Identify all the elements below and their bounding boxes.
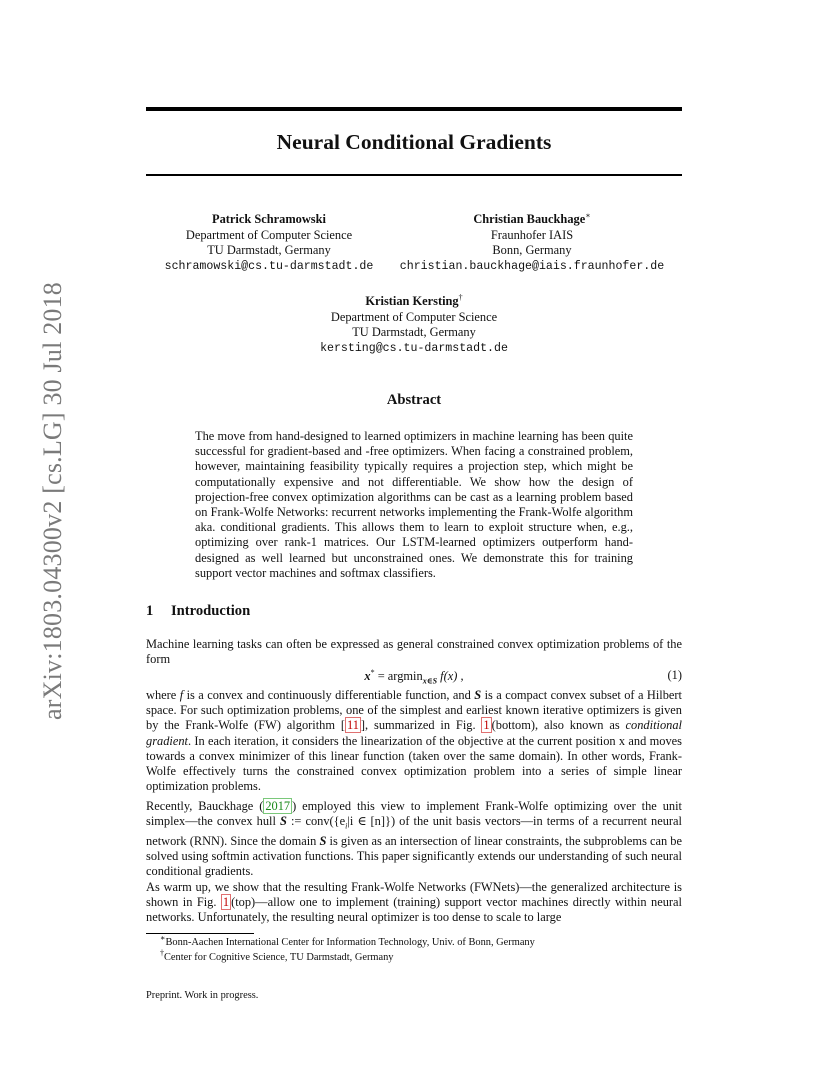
preprint-note: Preprint. Work in progress. [146, 990, 259, 1001]
citation-link[interactable]: 2017 [265, 799, 291, 813]
equation-body [146, 668, 682, 686]
arxiv-sidebar-id: arXiv:1803.04300v2 [cs.LG] 30 Jul 2018 [38, 282, 67, 720]
author-name: Christian Bauckhage [473, 212, 586, 226]
footnote-text: Bonn-Aachen International Center for Information Technology, Univ. of Bonn, Germany [165, 937, 535, 948]
text-run: is a convex and continuously differentiable function, and [183, 688, 475, 702]
title-bottom-rule [146, 174, 682, 176]
math-f: f [179, 688, 184, 702]
text-run: |i ∈ [n]}) of the unit basis vectors—in terms of a recurrent neural network (RNN). Since the domain [146, 814, 682, 848]
figure-link[interactable]: 1 [222, 895, 230, 910]
abstract-heading: Abstract [386, 392, 442, 408]
abstract-text: The move from hand-designed to learned optimizers in machine learning has been quite successful for gradient-based and -free optimizers. When facing a constrained problem, however, maintaining feasibility typically requires a projection step, which might be computationally expensive and not differentiable. We show how the design of projection-free convex optimization algorithms can be cast as a learning problem based on Frank-Wolfe Networks: recurrent networks implementing the Frank-Wolfe algorithm aka. conditional gradients. This allows them to learn to exploit structure when, e.g., optimizing over rank-1 matrices. Our LSTM-learned optimizers outperform hand-designed as well learned but unconstrained ones. We demonstrate this for training support vector machines and softmax classifiers. [195, 429, 633, 580]
section-number: 1 [146, 603, 154, 619]
paragraph-2 [146, 688, 682, 794]
text-run: Recently, Bauckhage ( [146, 799, 264, 813]
text-run: (top)—allow one to implement (training) support vector machines directly within neural networks. Unfortunately, the resulting neural optimizer is too dense to scale to large [146, 895, 682, 925]
text-run: := conv({e [286, 814, 346, 829]
footnote-mark: ∗ [160, 933, 166, 943]
author-affiliation: Department of Computer Science [185, 227, 353, 242]
eq-subscript: x∈S [422, 676, 438, 686]
text-run: is given as an intersection of linear constraints, the subproblems can be solved using softmin activation functions. This paper significantly extends our understanding of such neural conditional gradients. [146, 833, 682, 879]
author-email[interactable]: christian.bauckhage@iais.fraunhofer.de [399, 259, 665, 273]
footnote-mark[interactable]: † [458, 292, 463, 302]
footnote-mark[interactable]: ∗ [585, 210, 591, 220]
text-run: ], summarized in Fig. [360, 718, 482, 733]
math-S: S [280, 814, 287, 829]
text-run: ) employed this view to implement Frank-Wolfe optimizing over the unit simplex—the convex hull [146, 799, 683, 829]
text-run: is a compact convex subset of a Hilbert space. For such optimization problems, one of the simplest and earliest known iterative optimizers is given by the Frank-Wolfe (FW) algorithm [ [146, 688, 682, 733]
footnote-1 [160, 933, 535, 949]
paragraph-1: Machine learning tasks can often be expressed as general constrained convex optimization problems of the form [146, 637, 682, 667]
author-email[interactable]: schramowski@cs.tu-darmstadt.de [164, 259, 374, 273]
section-heading-introduction [146, 603, 250, 620]
author-email[interactable]: kersting@cs.tu-darmstadt.de [320, 341, 508, 355]
footnote-mark: † [160, 948, 164, 958]
paragraph-4 [146, 880, 682, 926]
author-block-2 [390, 212, 674, 274]
text-run: (bottom), also known as [491, 718, 626, 733]
footnote-text: Center for Cognitive Science, TU Darmstadt, Germany [164, 952, 394, 963]
math-S: S [319, 833, 327, 848]
eq-star: * [370, 668, 375, 677]
eq-lhs: x [364, 669, 371, 684]
section-title: Introduction [171, 603, 251, 619]
author-block-3 [146, 294, 682, 356]
title-top-rule [146, 107, 682, 111]
math-subscript: i [345, 821, 348, 831]
text-run: As warm up, we show that the resulting Frank-Wolfe Networks (FWNets)—the generalized architecture is shown in Fig. [146, 880, 682, 910]
author-affiliation: Fraunhofer IAIS [490, 227, 574, 242]
text-run: where [146, 688, 180, 702]
author-location: TU Darmstadt, Germany [352, 325, 476, 340]
author-location: Bonn, Germany [492, 243, 572, 258]
author-name: Patrick Schramowski [212, 212, 326, 226]
author-location: TU Darmstadt, Germany [207, 243, 331, 258]
paper-title: Neural Conditional Gradients [276, 130, 552, 154]
emphasis-text: conditional gradient [146, 718, 682, 748]
author-name: Kristian Kersting [365, 294, 459, 308]
math-S: S [474, 688, 482, 702]
citation-link[interactable]: 11 [346, 718, 359, 733]
author-affiliation: Department of Computer Science [330, 309, 498, 324]
figure-link[interactable]: 1 [483, 718, 490, 733]
paragraph-3 [146, 799, 682, 879]
eq-op: = argmin [374, 669, 423, 684]
equation-1 [146, 668, 682, 684]
footnote-2 [160, 948, 394, 964]
text-run: . In each iteration, it considers the linearization of the objective at the current position x and moves towards a convex minimizer of this linear function (taken over the same domain). In other words, Frank-Wolfe effectively turns the constrained convex optimization problem into a series of simple linear optimization problems. [146, 733, 682, 794]
author-block-1 [146, 212, 392, 274]
equation-number: (1) [667, 668, 682, 682]
eq-rhs: f(x) , [437, 669, 464, 684]
